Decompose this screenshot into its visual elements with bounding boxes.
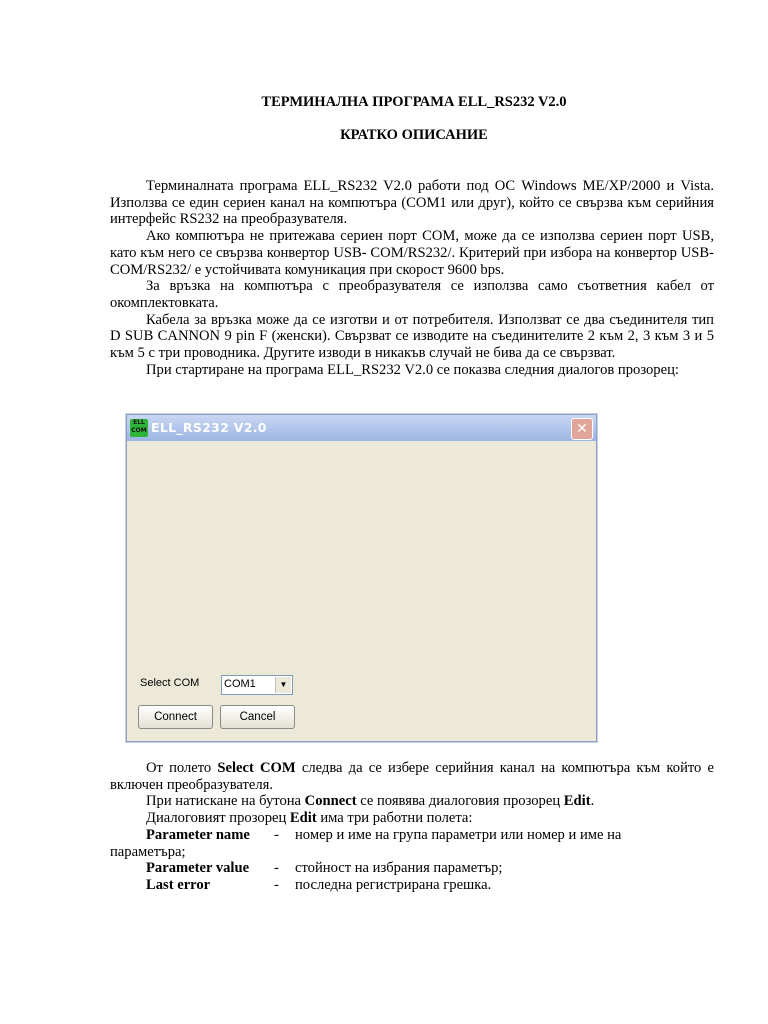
text: се появява диалоговия прозорец (356, 793, 564, 810)
paragraph-3: За връзка на компютъра с преобразувателя се използва само съответния кабел от окомплектовката. (110, 278, 714, 311)
app-icon: ELL COM (130, 419, 148, 437)
cancel-button[interactable]: Cancel (220, 705, 295, 729)
document-title: ТЕРМИНАЛНА ПРОГРАМА ELL_RS232 V2.0 (261, 94, 567, 110)
param-dash: - (274, 826, 279, 843)
close-icon[interactable]: ✕ (571, 418, 593, 440)
dialog-titlebar (127, 415, 596, 441)
param-continuation: параметъра; (110, 843, 186, 860)
dialog-description (110, 760, 714, 894)
text: Диалоговият прозорец (146, 810, 290, 827)
param-row-name (110, 827, 714, 844)
param-row-error (110, 877, 714, 894)
com-port-select[interactable] (221, 675, 293, 695)
param-label: Parameter value (146, 860, 250, 877)
paragraph-4: Кабела за връзка може да се изготви и от потребителя. Използват се два съединителя тип D SUB CANNON 9 pin F (женски). Свързват се изводите на съединителите 2 към 2, 3 към 3 и 5 към 5 с три проводника. Другите изводи в никакъв случай не бива да се свързват. (110, 311, 714, 362)
param-description: номер и име на група параметри или номер и име на (295, 826, 622, 843)
param-dash: - (274, 860, 279, 877)
edit-term: Edit (289, 810, 317, 827)
connect-button[interactable]: Connect (138, 705, 213, 729)
edit-term: Edit (563, 793, 591, 810)
param-row-value (110, 860, 714, 877)
text: следва да се избере серийния канал на компютъра към който е включен преобразувателя. (110, 760, 714, 793)
param-label: Parameter name (146, 826, 250, 843)
connect-term: Connect (304, 793, 357, 810)
com-port-value: COM1 (224, 678, 256, 690)
paragraph-5: При стартиране на програма ELL_RS232 V2.0 се показва следния диалогов прозорец: (146, 361, 679, 378)
dialog-title: ELL_RS232 V2.0 (151, 420, 267, 435)
text: При натискане на бутона (146, 793, 305, 810)
connect-dialog-screenshot (126, 414, 597, 742)
select-com-term: Select COM (217, 760, 296, 776)
document-subtitle: КРАТКО ОПИСАНИЕ (340, 127, 488, 143)
param-label: Last error (146, 876, 211, 893)
text: От полето (146, 760, 218, 776)
param-description: последна регистрирана грешка. (295, 876, 492, 893)
chevron-down-icon[interactable]: ▼ (275, 677, 291, 693)
desc-paragraph-2 (110, 793, 714, 810)
param-description: стойност на избрания параметър; (295, 860, 503, 877)
paragraph-1: Терминалната програма ELL_RS232 V2.0 работи под ОС Windows ME/XP/2000 и Vista. Използва се един сериен канал на компютъра (COM1 или друг), който се свързва към серийния интерфейс RS232 на преобразувателя. (110, 178, 714, 228)
desc-paragraph-1 (110, 760, 714, 793)
intro-text (110, 178, 714, 378)
text: . (590, 793, 595, 810)
paragraph-2: Ако компютъра не притежава сериен порт COM, може да се използва сериен порт USB, като към него се свързва конвертор USB- COM/RS232/. Критерий при избора на конвертор USB- COM/RS232/ е устойчивата комуникация при скорост 9600 bps. (110, 228, 714, 278)
text: има три работни полета: (316, 810, 473, 827)
desc-paragraph-3 (110, 810, 714, 827)
param-dash: - (274, 876, 279, 893)
select-com-label: Select COM (140, 677, 200, 689)
